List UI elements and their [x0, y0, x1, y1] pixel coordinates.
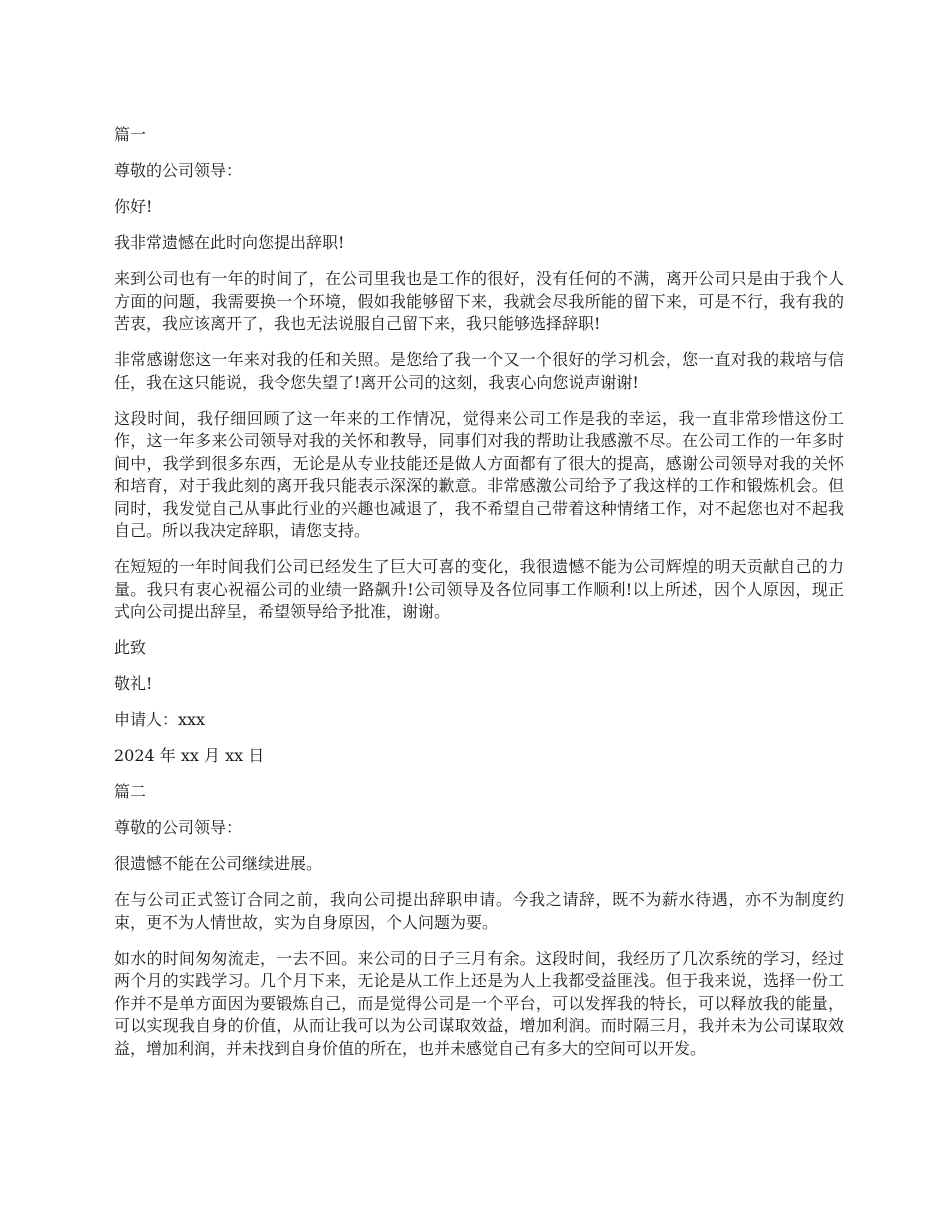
- date-line: 2024 年 xx 月 xx 日: [114, 746, 265, 765]
- salutation: 尊敬的公司领导：: [114, 161, 243, 180]
- closing-line: 敬礼!: [114, 674, 153, 693]
- paragraph: 如水的时间匆匆流走，一去不回。来公司的日子三月有余。这段时间，我经历了几次系统的学习，经过两个月的实践学习。几个月下来，无论是从工作上还是为人上我都受益匪浅。但于我来说，选择一份工作并不是单方面因为要锻炼自己，而是觉得公司是一个平台，可以发挥我的特长，可以释放我的能量，可以实现我自身的价值，从而让我可以为公司谋取效益，增加利润。而时隔三月，我并未为公司谋取效益，增加利润，并未找到自身价值的所在，也并未感觉自己有多大的空间可以开发。: [114, 948, 844, 1058]
- section-heading: 篇二: [114, 782, 147, 801]
- paragraph: 这段时间，我仔细回顾了这一年来的工作情况，觉得来公司工作是我的幸运，我一直非常珍惜这份工作，这一年多来公司领导对我的关怀和教导，同事们对我的帮助让我感激不尽。在公司工作的一年多时间中，我学到很多东西，无论是从专业技能还是做人方面都有了很大的提高，感谢公司领导对我的关怀和培育，对于我此刻的离开我只能表示深深的歉意。非常感激公司给予了我这样的工作和锻炼机会。但同时，我发觉自己从事此行业的兴趣也减退了，我不希望自己带着这种情绪工作，对不起您也对不起我自己。所以我决定辞职，请您支持。: [114, 408, 844, 540]
- greeting: 你好!: [114, 197, 153, 216]
- applicant-line: 申请人：xxx: [114, 710, 206, 729]
- section-heading: 篇一: [114, 125, 147, 144]
- closing-line: 此致: [114, 638, 147, 657]
- paragraph: 在与公司正式签订合同之前，我向公司提出辞职申请。今我之请辞，既不为薪水待遇，亦不为制度约束，更不为人情世故，实为自身原因，个人问题为要。: [114, 890, 844, 932]
- paragraph: 非常感谢您这一年来对我的任和关照。是您给了我一个又一个很好的学习机会，您一直对我的栽培与信任，我在这只能说，我令您失望了!离开公司的这刻，我衷心向您说声谢谢!: [114, 350, 844, 392]
- paragraph: 很遗憾不能在公司继续进展。: [114, 854, 323, 873]
- paragraph: 我非常遗憾在此时向您提出辞职!: [114, 233, 345, 252]
- salutation: 尊敬的公司领导：: [114, 818, 243, 837]
- document-page: [114, 124, 844, 1074]
- paragraph: 来到公司也有一年的时间了，在公司里我也是工作的很好，没有任何的不满，离开公司只是由于我个人方面的问题，我需要换一个环境，假如我能够留下来，我就会尽我所能的留下来，可是不行，我有我的苦衷，我应该离开了，我也无法说服自己留下来，我只能够选择辞职!: [114, 269, 844, 333]
- paragraph: 在短短的一年时间我们公司已经发生了巨大可喜的变化，我很遗憾不能为公司辉煌的明天贡献自己的力量。我只有衷心祝福公司的业绩一路飙升!公司领导及各位同事工作顺利!以上所述，因个人原因，现正式向公司提出辞呈，希望领导给予批准，谢谢。: [114, 557, 844, 621]
